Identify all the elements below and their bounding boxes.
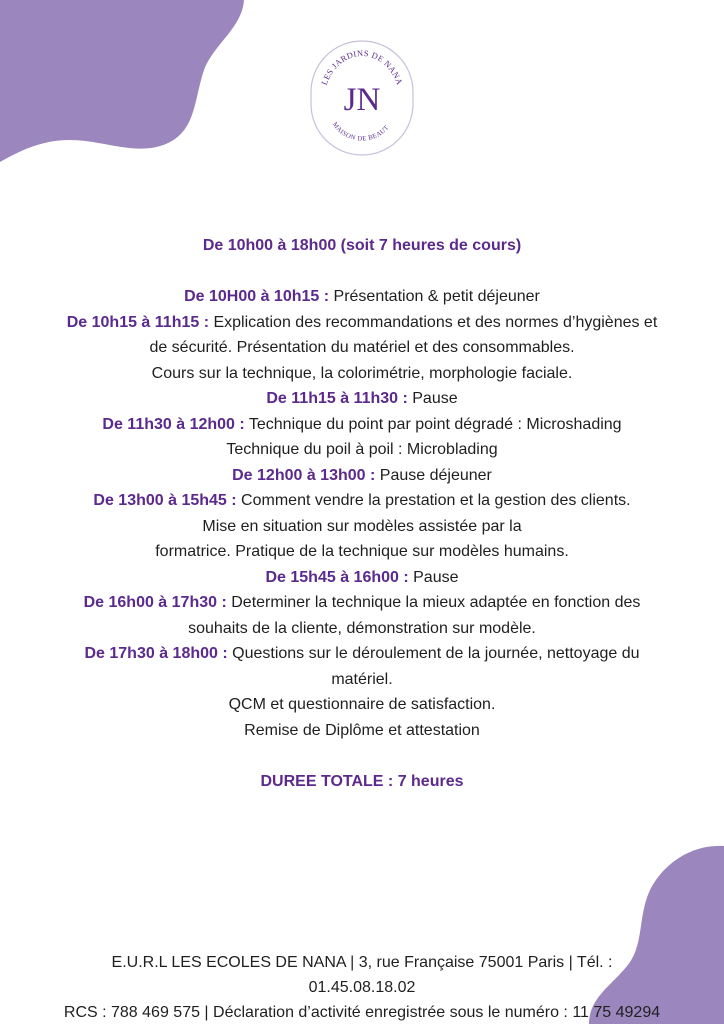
time-range: De 15h45 à 16h00 : [265, 568, 409, 586]
item-text: Comment vendre la prestation et la gestion des clients. [236, 492, 631, 509]
item-text: Remise de Diplôme et attestation [244, 721, 480, 739]
item-text: matériel. [331, 670, 393, 688]
item-text: de sécurité. Présentation du matériel et des consommables. [149, 339, 575, 356]
time-range: De 12h00 à 13h00 : [232, 466, 376, 484]
schedule-item [0, 565, 724, 591]
time-range: De 11h30 à 12h00 : [102, 415, 245, 433]
schedule-item [0, 641, 724, 667]
item-text: QCM et questionnaire de satisfaction. [228, 696, 496, 713]
time-range: De 10H00 à 10h15 : [184, 288, 330, 305]
logo-arc-top-text: LES JARDINS DE NANA [319, 48, 405, 87]
item-text: Mise en situation sur modèles assistée par la [202, 517, 522, 535]
schedule-item [0, 284, 724, 310]
time-range: De 16h00 à 17h30 : [83, 594, 227, 611]
time-range: De 17h30 à 18h00 : [84, 645, 228, 662]
footer-phone: 01.45.08.18.02 [308, 979, 416, 996]
time-range: De 11h15 à 11h30 : [266, 390, 408, 407]
company-footer [0, 950, 724, 1025]
time-range: De 10h15 à 11h15 : [66, 313, 210, 331]
item-text: Determiner la technique la mieux adaptée en fonction des [226, 594, 641, 611]
footer-line: RCS : 788 469 575 | Déclaration d’activité enregistrée sous le numéro : 11 75 49294 [63, 1004, 661, 1021]
brand-logo [310, 40, 414, 156]
logo-arc-bottom-text: MAISON DE BEAUT [330, 121, 391, 143]
item-text: Questions sur le déroulement de la journée, nettoyage du [227, 645, 640, 662]
item-text: Explication des recommandations et des normes d’hygiènes et [209, 313, 658, 331]
decorative-blob-top-left [0, 0, 250, 165]
item-text: Pause déjeuner [375, 466, 492, 484]
total-duration: DUREE TOTALE : 7 heures [260, 772, 464, 790]
schedule-item [0, 463, 724, 489]
item-text: Pause [407, 390, 458, 407]
schedule-item [0, 488, 724, 514]
spacer [0, 259, 724, 285]
schedule-item [0, 310, 724, 336]
item-text: Cours sur la technique, la colorimétrie, morphologie faciale. [151, 364, 573, 382]
logo-monogram: JN [343, 82, 381, 118]
time-range: De 13h00 à 15h45 : [93, 492, 237, 509]
hours-line: De 10h00 à 18h00 (soit 7 heures de cours) [202, 237, 522, 254]
item-text: Présentation & petit déjeuner [329, 288, 540, 305]
course-schedule [0, 233, 724, 794]
item-text: formatrice. Pratique de la technique sur modèles humains. [155, 543, 569, 560]
spacer [0, 743, 724, 769]
footer-line: E.U.R.L LES ECOLES DE NANA | 3, rue Française 75001 Paris | Tél. : [111, 954, 613, 971]
schedule-item [0, 590, 724, 616]
item-text: Technique du poil à poil : Microblading [226, 441, 498, 458]
item-text: Pause [408, 568, 459, 586]
schedule-item [0, 386, 724, 412]
item-text: Technique du point par point dégradé : Microshading [244, 415, 622, 433]
schedule-item [0, 412, 724, 438]
item-text: souhaits de la cliente, démonstration sur modèle. [188, 619, 536, 637]
svg-text:LES JARDINS DE NANA [320, 49, 404, 86]
